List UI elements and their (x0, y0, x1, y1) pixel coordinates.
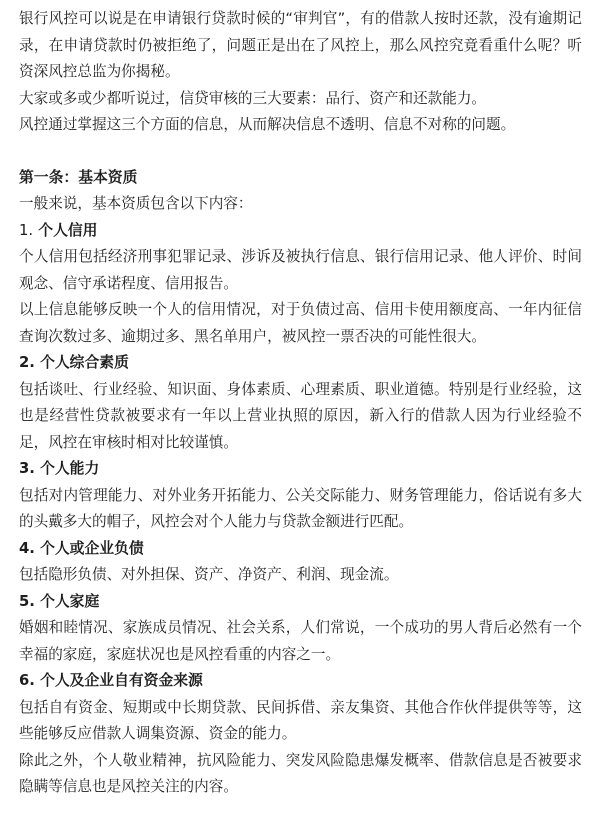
intro-paragraph-2: 大家或多或少都听说过，信贷审核的三大要素：品行、资产和还款能力。 (19, 89, 487, 107)
item-heading-6 (19, 668, 582, 695)
item-heading-text: 个人能力 (40, 460, 100, 477)
item-6-paragraph-1: 包括自有资金、短期或中长期贷款、民间拆借、亲友集资、其他合作伙伴提供等等，这些能够反应借款人调集资源、资金的能力。 (19, 698, 582, 742)
item-heading-5 (19, 589, 582, 616)
item-heading-text: 个人信用 (38, 221, 98, 239)
item-heading-text: 个人家庭 (40, 592, 100, 610)
item-heading-3 (19, 456, 582, 483)
section-spacer (19, 139, 582, 165)
item-6-paragraph-2: 除此之外，个人敬业精神，抗风险能力、突发风险隐患爆发概率、借款信息是否被要求隐瞒等信息也是风控关注的内容。 (19, 751, 582, 795)
item-heading-text: 个人综合素质 (40, 354, 129, 371)
item-5-paragraph-1: 婚姻和睦情况、家族成员情况、社会关系，人们常说，一个成功的男人背后必然有一个幸福的家庭，家庭状况也是风控看重的内容之一。 (19, 619, 582, 663)
item-heading-number: 5. (19, 592, 35, 610)
item-2-paragraph-1: 包括谈吐、行业经验、知识面、身体素质、心理素质、职业道德。特别是行业经验，这也是经营性贷款被要求有一年以上营业执照的原因，新入行的借款人因为行业经验不足，风控在审核时相对比较谨慎。 (19, 380, 582, 451)
item-1-paragraph-2: 以上信息能够反映一个人的信用情况，对于负债过高、信用卡使用额度高、一年内征信查询次数过多、逾期过多、黑名单用户，被风控一票否决的可能性很大。 (19, 301, 582, 345)
item-heading-number: 6. (19, 672, 35, 689)
item-heading-2 (19, 350, 582, 377)
item-heading-text: 个人或企业负债 (40, 539, 144, 557)
item-1-paragraph-1: 个人信用包括经济刑事犯罪记录、涉诉及被执行信息、银行信用记录、他人评价、时间观念、信守承诺程度、信用报告。 (19, 248, 582, 292)
item-heading-1 (19, 218, 582, 245)
item-heading-4 (19, 536, 582, 563)
item-3-paragraph-1: 包括对内管理能力、对外业务开拓能力、公关交际能力、财务管理能力，俗话说有多大的头戴多大的帽子，风控会对个人能力与贷款金额进行匹配。 (19, 486, 582, 530)
item-heading-number: 4. (19, 539, 35, 557)
item-heading-number: 1. (19, 221, 34, 239)
item-heading-number: 3. (19, 460, 35, 477)
item-heading-text: 个人及企业自有资金来源 (40, 672, 203, 689)
item-heading-number: 2. (19, 354, 35, 371)
item-4-paragraph-1: 包括隐形负债、对外担保、资产、净资产、利润、现金流。 (19, 566, 399, 583)
intro-paragraph-1: 银行风控可以说是在申请银行贷款时候的“审判官”，有的借款人按时还款，没有逾期记录，在申请贷款时仍被拒绝了，问题正是出在了风控上，那么风控究竟看重什么呢？听资深风控总监为你揭秘。 (19, 10, 582, 80)
section-title: 第一条：基本资质 (19, 168, 138, 186)
section-lead: 一般来说，基本资质包含以下内容： (19, 195, 253, 212)
intro-paragraph-3: 风控通过掌握这三个方面的信息，从而解决信息不透明、信息不对称的问题。 (19, 116, 516, 133)
